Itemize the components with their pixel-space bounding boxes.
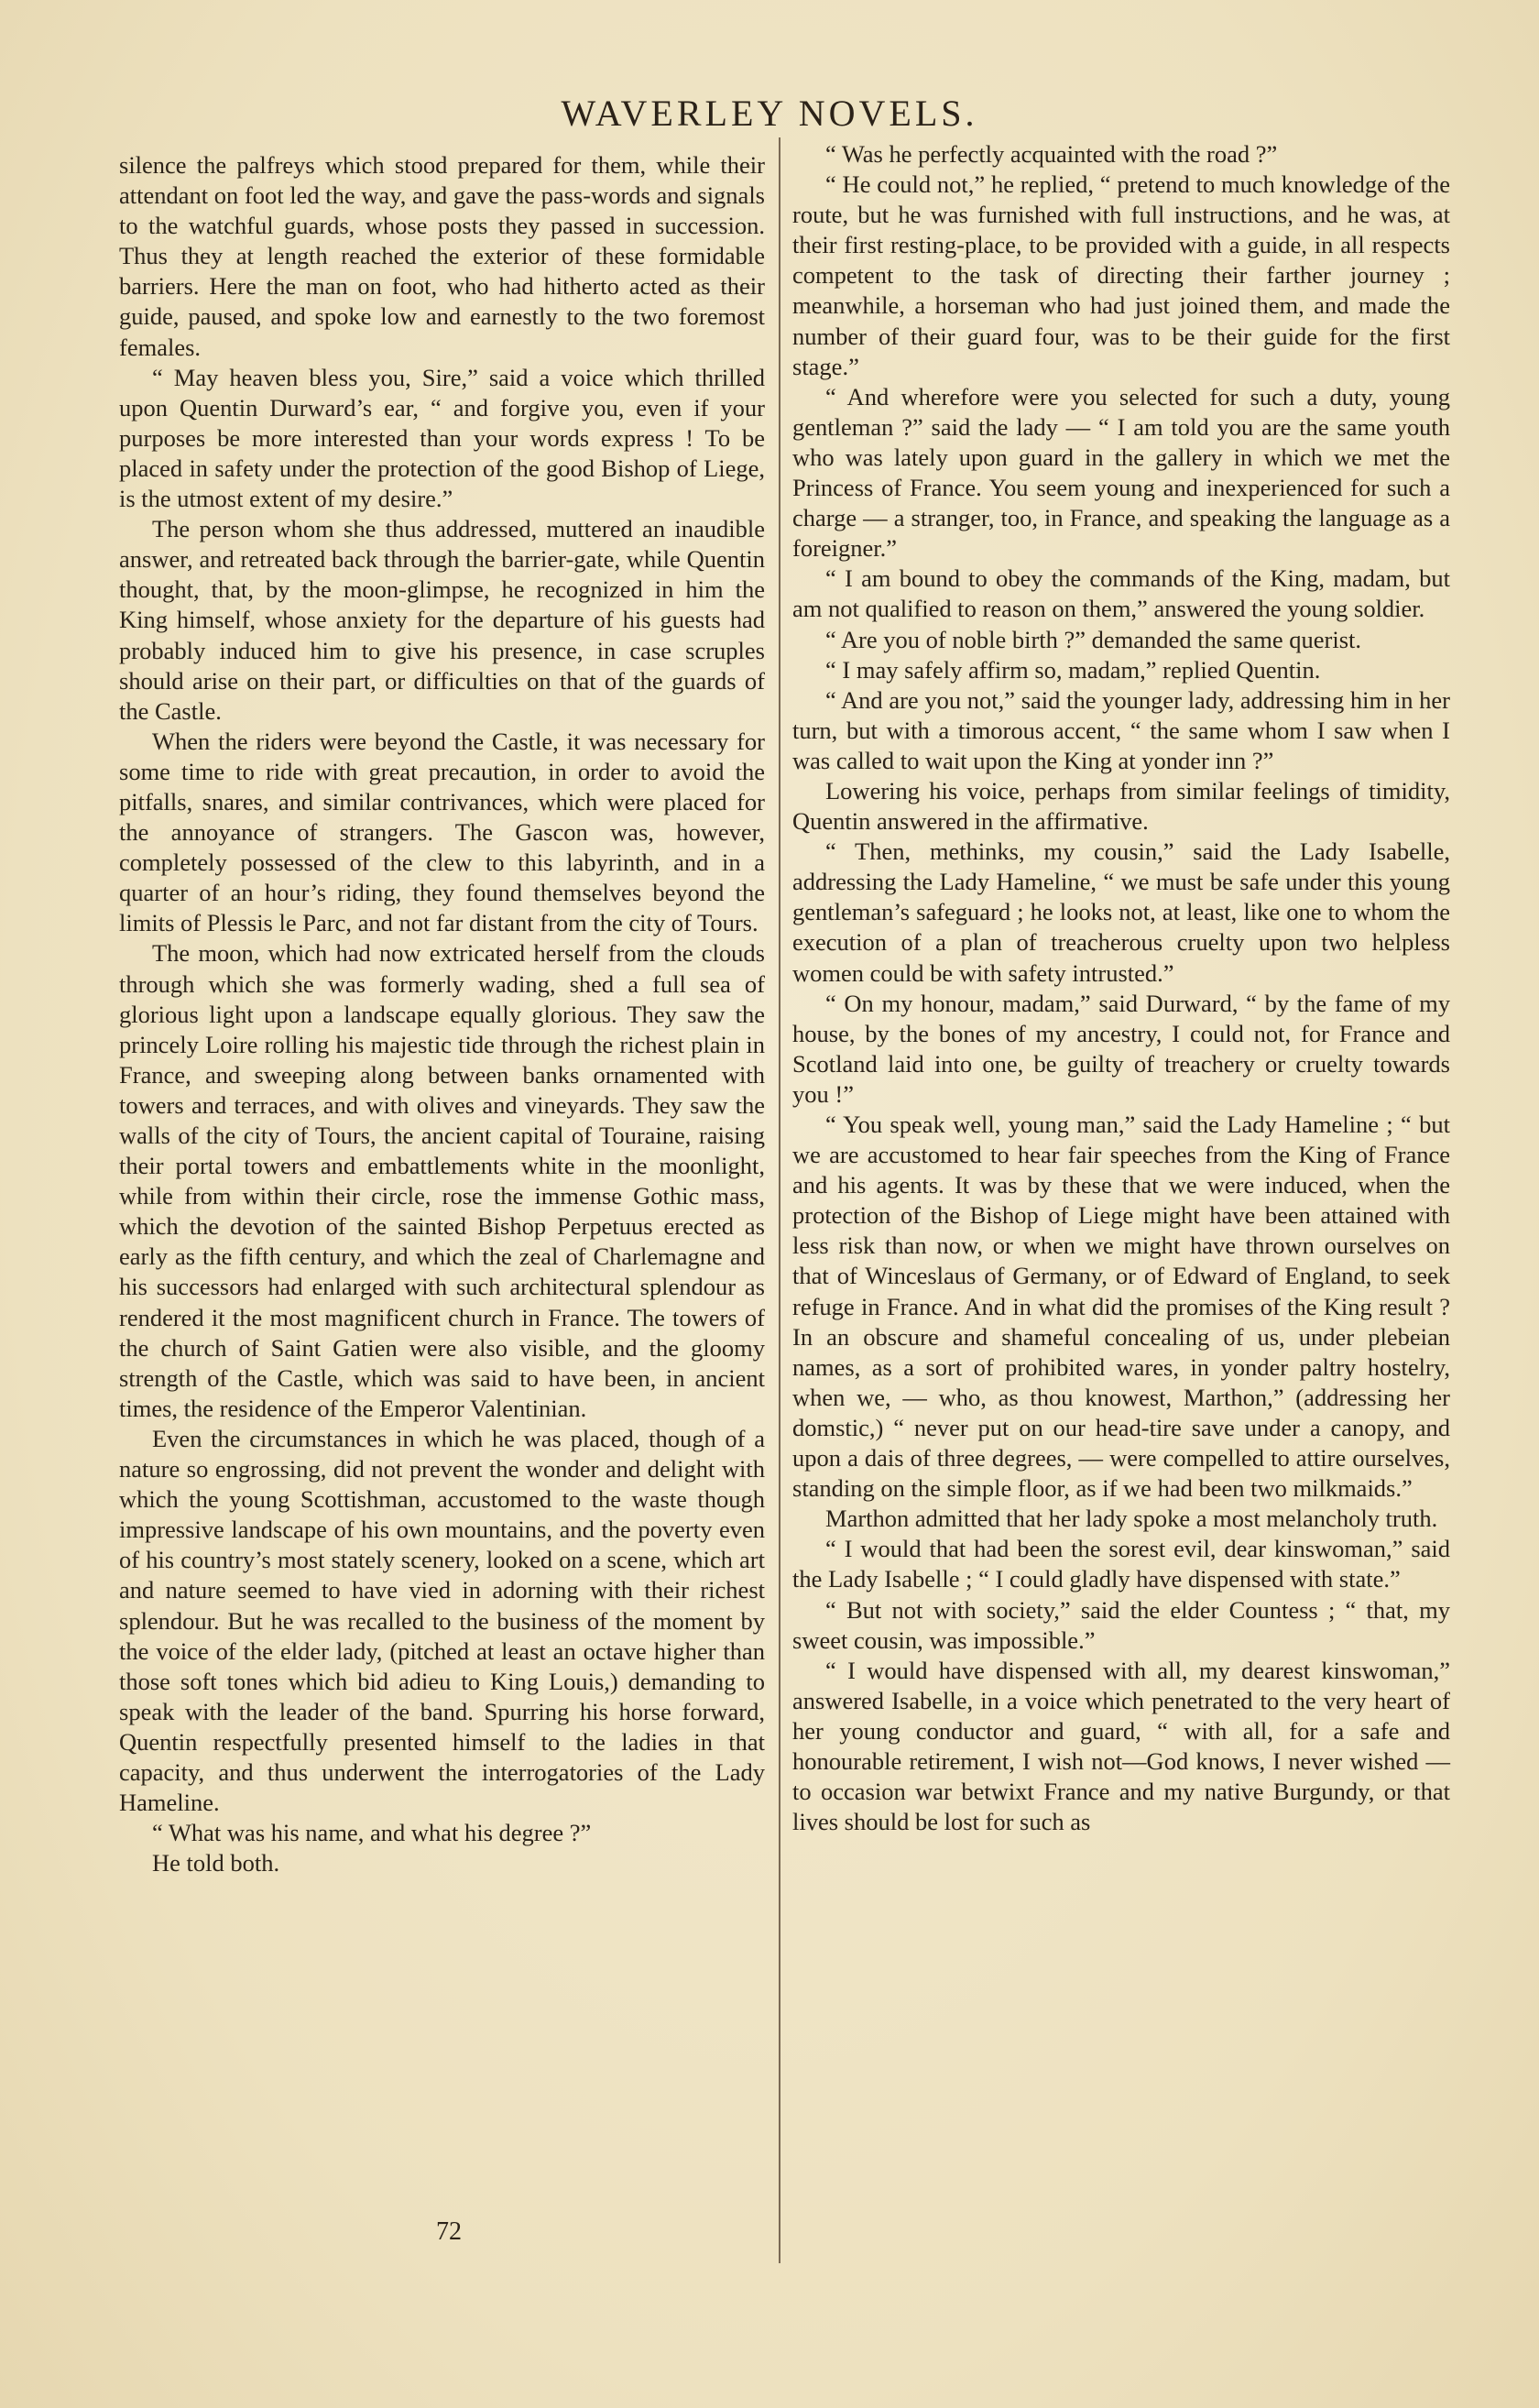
paragraph: silence the palfreys which stood prepared for them, while their attendant on foot led the way, and gave the pass-words and signals to the watchful guards, whose posts they passed in succession. Thus they at length reached the exterior of these formidable barriers. Here the man on foot, who had hitherto acted as their guide, paused, and spoke low and earnestly to the two foremost females.	[119, 151, 765, 361]
paragraph: “ You speak well, young man,” said the Lady Hameline ; “ but we are accustomed to hear fair speeches from the King of France and his agents. It was by these that we were induced, when the protection of the Bishop of Liege might have been attained with less risk than now, or when we might have thrown ourselves on that of Winceslaus of Germany, or of Edward of England, to seek refuge in France. And in what did the promises of the King result ? In an obscure and shameful concealing of us, under plebeian names, as a sort of prohibited wares, in yonder paltry hostelry, when we, — who, as thou knowest, Marthon,” (addressing her domstic,) “ never put on our head-tire save under a canopy, and upon a dais of three degrees, — were compelled to attire ourselves, standing on the simple floor, as if we had been two milkmaids.”	[792, 1111, 1450, 1503]
paragraph: “ And wherefore were you selected for such a duty, young gentleman ?” said the lady — “ I am told you are the same youth who was lately upon guard in the gallery in which we met the Princess of France. You seem young and inexperienced for such a charge — a stranger, too, in France, and speaking the language as a foreigner.”	[792, 382, 1450, 563]
paragraph: “ I am bound to obey the commands of the King, madam, but am not qualified to reason on them,” answered the young soldier.	[792, 564, 1450, 623]
paragraph: When the riders were beyond the Castle, it was necessary for some time to ride with great precaution, in order to avoid the pitfalls, snares, and similar contrivances, which were placed for the annoyance of strangers. The Gascon was, however, completely possessed of the clew to this labyrinth, and in a quarter of an hour’s riding, they found themselves beyond the limits of Plessis le Parc, and not far distant from the city of Tours.	[119, 727, 765, 937]
running-header: WAVERLEY NOVELS.	[561, 93, 978, 134]
paragraph: Even the circumstances in which he was placed, though of a nature so engrossing, did not prevent the wonder and delight with which the young Scottishman, accustomed to the waste though impressive landscape of his own mountains, and the poverty even of his country’s most stately scenery, looked on a scene, which art and nature seemed to have vied in adorning with their richest splendour. But he was recalled to the business of the moment by the voice of the elder lady, (pitched at least an octave higher than those soft tones which bid adieu to King Louis,) demanding to speak with the leader of the band. Spurring his horse forward, Quentin respectfully presented himself to the ladies in that capacity, and thus underwent the interrogatories of the Lady Hameline.	[119, 1424, 765, 1817]
right-column	[792, 139, 1450, 1837]
paragraph: The moon, which had now extricated herself from the clouds through which she was formerly wading, shed a full sea of glorious light upon a landscape equally glorious. They saw the princely Loire rolling his majestic tide through the richest plain in France, and sweeping along between banks ornamented with towers and terraces, and with olives and vineyards. They saw the walls of the city of Tours, the ancient capital of Touraine, raising their portal towers and embattlements white in the moonlight, while from within their circle, rose the immense Gothic mass, which the devotion of the sainted Bishop Perpetuus erected as early as the fifth century, and which the zeal of Charlemagne and his successors had enlarged with such architectural splendour as rendered it the most magnificent church in France. The towers of the church of Saint Gatien were also visible, and the gloomy strength of the Castle, which was said to have been, in ancient times, the residence of the Emperor Valentinian.	[119, 939, 765, 1422]
column-divider	[779, 137, 780, 2263]
page-number: 72	[436, 2217, 462, 2246]
paragraph: “ May heaven bless you, Sire,” said a voice which thrilled upon Quentin Durward’s ear, “ and forgive you, even if your purposes be more interested than your words express ! To be placed in safety under the protection of the good Bishop of Liege, is the utmost extent of my desire.”	[119, 363, 765, 513]
paragraph: He told both.	[152, 1849, 280, 1877]
paragraph: “ What was his name, and what his degree ?”	[152, 1819, 592, 1847]
paragraph: “ I would have dispensed with all, my dearest kinswoman,” answered Isabelle, in a voice which penetrated to the very heart of her young conductor and guard, “ with all, for a safe and honourable retirement, I wish not—God knows, I never wished — to occasion war betwixt France and my native Burgundy, or that lives should be lost for such as	[792, 1656, 1450, 1836]
paragraph: “ I may safely affirm so, madam,” replied Quentin.	[825, 655, 1321, 684]
paragraph: Marthon admitted that her lady spoke a most melancholy truth.	[825, 1505, 1438, 1533]
paragraph: “ Then, methinks, my cousin,” said the Lady Isabelle, addressing the Lady Hameline, “ we must be safe under this young gentleman’s safeguard ; he looks not, at least, like one to whom the execution of a plan of treacherous cruelty upon two helpless women could be with safety intrusted.”	[792, 837, 1450, 987]
paragraph: “ But not with society,” said the elder Countess ; “ that, my sweet cousin, was impossible.”	[792, 1595, 1450, 1654]
paragraph: The person whom she thus addressed, muttered an inaudible answer, and retreated back through the barrier-gate, while Quentin thought, that, by the moon-glimpse, he recognized in him the King himself, whose anxiety for the departure of his guests had probably induced him to give his presence, in case scruples should arise on their part, or difficulties on that of the guards of the Castle.	[119, 515, 765, 725]
paragraph: “ He could not,” he replied, “ pretend to much knowledge of the route, but he was furnished with full instructions, and he was, at their first resting-place, to be provided with a guide, in all respects competent to the task of directing their farther journey ; meanwhile, a horseman who had just joined them, and made the number of their guard four, was to be their guide for the first stage.”	[792, 170, 1450, 380]
paragraph: “ I would that had been the sorest evil, dear kinswoman,” said the Lady Isabelle ; “ I could gladly have dispensed with state.”	[792, 1535, 1450, 1593]
left-column	[119, 150, 765, 1878]
paragraph: Lowering his voice, perhaps from similar feelings of timidity, Quentin answered in the affirmative.	[792, 776, 1450, 836]
paragraph: “ On my honour, madam,” said Durward, “ by the fame of my house, by the bones of my ancestry, I could not, for France and Scotland laid into one, be guilty of treachery or cruelty towards you !”	[792, 989, 1450, 1108]
paragraph: “ Are you of noble birth ?” demanded the same querist.	[825, 625, 1362, 653]
paragraph: “ Was he perfectly acquainted with the road ?”	[825, 140, 1278, 168]
paragraph: “ And are you not,” said the younger lady, addressing him in her turn, but with a timorous accent, “ the same whom I saw when I was called to wait upon the King at yonder inn ?”	[792, 685, 1450, 774]
